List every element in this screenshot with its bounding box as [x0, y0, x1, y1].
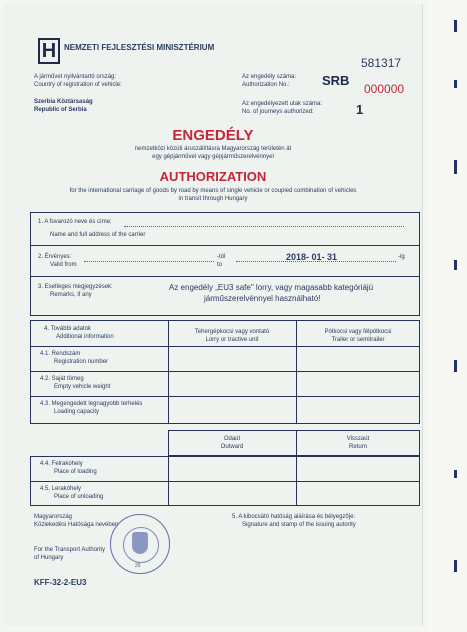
- additional-label-en: Additional information: [56, 334, 114, 340]
- ministry-name: NEMZETI FEJLESZTÉSI MINISZTÉRIUM: [64, 43, 215, 52]
- reg-label-en: Registration number: [54, 359, 109, 365]
- authority-en-1: For the Transport Authority: [34, 547, 106, 553]
- form-code: KFF-32-2-EU3: [34, 578, 87, 587]
- capacity-label-en: Loading capacity: [54, 409, 100, 415]
- carrier-label-en: Name and full address of the carrier: [50, 232, 146, 238]
- auth-prefix: SRB: [322, 73, 350, 88]
- remarks-note-2: járműszerelvénnyel használható!: [204, 294, 321, 303]
- divider: [30, 276, 420, 277]
- subtitle-hu-2: egy gépjárművel vagy gépjárműszerelvénnyel: [152, 154, 274, 160]
- remarks-label-hu: 3. Esetleges megjegyzések:: [38, 284, 113, 290]
- divider: [30, 396, 420, 397]
- col-trailer-en: Trailer or semitrailer: [331, 337, 385, 343]
- divider: [30, 481, 420, 482]
- journeys-label-en: No. of journeys authorized:: [242, 109, 314, 115]
- title-hu: ENGEDÉLY: [172, 127, 254, 144]
- remarks-label-en: Remarks, if any: [50, 292, 92, 298]
- col-trailer-hu: Pótkocsi vagy félpótkocsi: [324, 329, 392, 335]
- carrier-label-hu: 1. A fuvarozó neve és címe:: [38, 219, 112, 225]
- valid-to: to: [217, 262, 223, 268]
- capacity-label-hu: 4.3. Megengedett legnagyobb terhelés: [40, 401, 143, 407]
- edge-mark: [454, 80, 457, 88]
- subtitle-en-2: in transit through Hungary: [178, 196, 248, 202]
- permit-paper: [4, 4, 423, 626]
- valid-label-hu: 2. Érvényes:: [38, 254, 72, 260]
- reg-label-hu: 4.1. Rendszám: [40, 351, 81, 357]
- valid-ig: -ig: [398, 254, 405, 260]
- scan-edge: [427, 0, 467, 632]
- divider: [30, 371, 420, 372]
- edge-mark: [454, 260, 457, 270]
- auth-number: 000000: [364, 82, 405, 96]
- valid-tol: -tól: [217, 254, 226, 260]
- valid-from-line[interactable]: [84, 261, 214, 262]
- return-en: Return: [348, 444, 367, 450]
- serial-number: 581317: [361, 56, 402, 70]
- outward-en: Outward: [220, 444, 244, 450]
- edge-mark: [454, 470, 457, 478]
- carrier-name-line[interactable]: [124, 226, 404, 227]
- route-header-box: [168, 430, 420, 456]
- subtitle-hu-1: nemzetközi közúti áruszállításra Magyarország területén át: [134, 146, 292, 152]
- auth-number-label-en: Authorization No.:: [242, 82, 290, 88]
- col-lorry-hu: Tehergépkocsi vagy vontató: [194, 329, 270, 335]
- journeys-value: 1: [356, 102, 364, 117]
- edge-mark: [454, 360, 457, 372]
- additional-label-hu: 4. További adatok: [44, 326, 91, 332]
- country-value-hu: Szerbia Köztársaság: [34, 99, 93, 105]
- outward-hu: Odaút: [223, 436, 241, 442]
- auth-number-label-hu: Az engedély száma:: [242, 74, 297, 80]
- valid-date: 2018- 01- 31: [286, 252, 338, 262]
- country-value-en: Republic of Serbia: [34, 107, 87, 113]
- weight-label-hu: 4.2. Saját tömeg: [40, 376, 84, 382]
- authority-en-2: of Hungary: [34, 555, 64, 561]
- authority-stamp: [110, 514, 170, 574]
- edge-mark: [454, 560, 457, 572]
- edge-mark: [454, 20, 457, 32]
- authority-hu-1: Magyarország: [34, 514, 73, 520]
- signature-label-en: Signature and stamp of the issuing autority: [242, 522, 356, 528]
- divider: [30, 245, 420, 246]
- loading-label-en: Place of loading: [54, 469, 97, 475]
- country-label-en: Country of registration of vehicle:: [34, 82, 122, 88]
- remarks-note-1: Az engedély „EU3 safe" lorry, vagy magasabb kategóriájú: [169, 283, 374, 292]
- h-country-logo: H: [38, 38, 60, 64]
- subtitle-en-1: for the international carriage of goods by road by means of single vehicle or coupled combination of vehicles: [69, 188, 357, 194]
- authority-hu-2: Közlekedési Hatósága nevében: [34, 522, 119, 528]
- edge-mark: [454, 160, 457, 174]
- col-lorry-en: Lorry or tractive unit: [205, 337, 259, 343]
- unloading-label-en: Place of unloading: [54, 494, 104, 500]
- stamp-number: 25: [135, 563, 141, 569]
- journeys-label-hu: Az engedélyezett utak száma:: [242, 101, 323, 107]
- country-label-hu: A járművet nyilvántartó ország:: [34, 74, 117, 80]
- weight-label-en: Empty vehicle weight: [54, 384, 111, 390]
- loading-label-hu: 4.4. Felrakóhely: [40, 461, 83, 467]
- signature-label-hu: 5. A kibocsátó hatóság aláírása és bélyegzője:: [232, 514, 356, 520]
- divider: [30, 346, 420, 347]
- coat-of-arms-icon: [132, 532, 148, 554]
- title-en: AUTHORIZATION: [159, 169, 267, 184]
- valid-label-en: Valid from: [50, 262, 77, 268]
- unloading-label-hu: 4.5. Lerakóhely: [40, 486, 82, 492]
- return-hu: Visszaút: [346, 436, 370, 442]
